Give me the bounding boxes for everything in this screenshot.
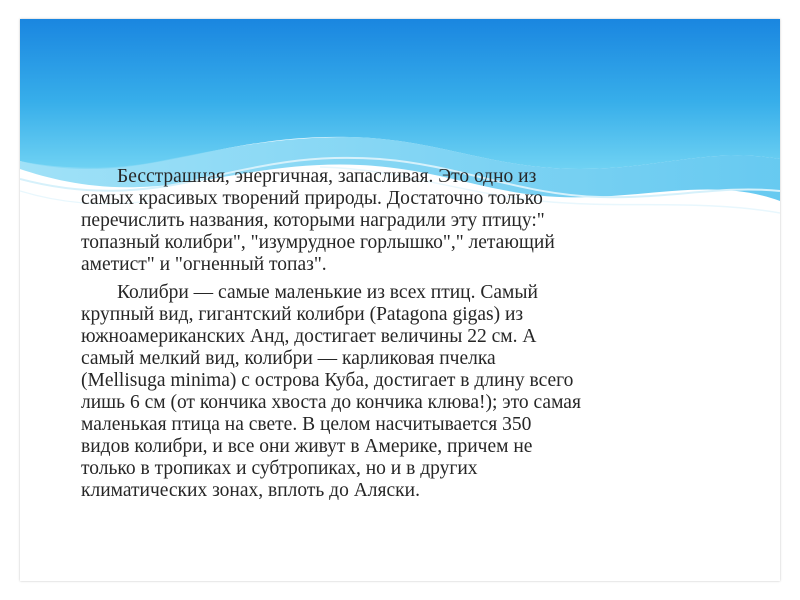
text-line: лишь 6 см (от кончика хвоста до кончика клюва!); это самая xyxy=(81,392,581,413)
text-line: самых красивых творений природы. Достаточно только xyxy=(81,188,543,209)
paragraph-2 xyxy=(81,282,741,502)
text-line: перечислить названия, которыми наградили эту птицу:" xyxy=(81,210,545,231)
text-line: видов колибри, и все они живут в Америке, причем не xyxy=(81,436,533,457)
text-line: крупный вид, гигантский колибри (Patagona gigas) из xyxy=(81,304,524,325)
text-line: (Mellisuga minima) с острова Куба, достигает в длину всего xyxy=(81,370,574,391)
text-line: топазный колибри", "изумрудное горлышко"," летающий xyxy=(81,232,555,253)
text-line: только в тропиках и субтропиках, но и в других xyxy=(81,458,478,479)
text-line: Бесстрашная, энергичная, запасливая. Это одно из xyxy=(117,166,537,187)
text-line: маленькая птица на свете. В целом насчитывается 350 xyxy=(81,414,532,435)
text-line: Колибри — самые маленькие из всех птиц. Самый xyxy=(117,282,538,303)
text-line: аметист" и "огненный топаз". xyxy=(81,254,327,275)
text-line: климатических зонах, вплоть до Аляски. xyxy=(81,480,420,501)
paragraph-1 xyxy=(81,166,741,276)
text-line: самый мелкий вид, колибри — карликовая пчелка xyxy=(81,348,496,369)
body-text xyxy=(81,166,741,508)
text-line: южноамериканских Анд, достигает величины 22 см. А xyxy=(81,326,537,347)
slide-frame xyxy=(20,19,780,581)
